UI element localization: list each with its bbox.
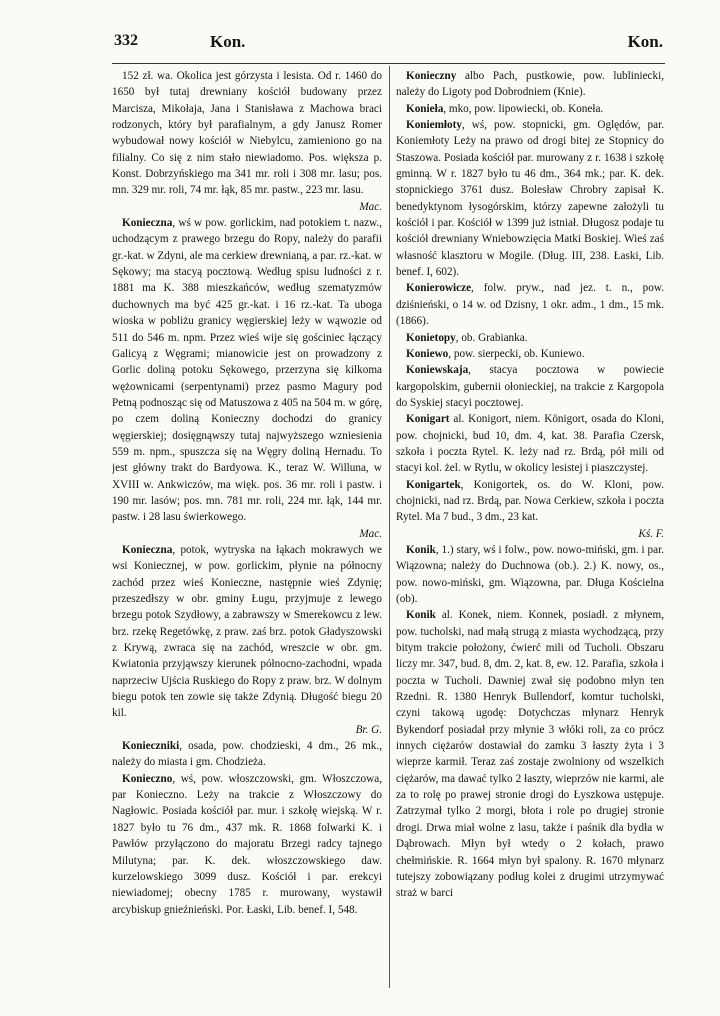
entry-signature: Mac.: [359, 527, 382, 540]
entry-konierowicze: Konierowicze, folw. pryw., nad jez. t. n., pow. dziśnieński, o 14 w. od Dzisny, 1 okr. adm., 1 dm., 15 mk. (1866).: [396, 282, 664, 328]
entry-headword: Koniewskaja: [406, 364, 469, 377]
entry-headword: Konieczno: [122, 772, 173, 785]
entry-headword: Koniemłoty: [406, 119, 462, 132]
running-title-left: Kon.: [210, 32, 246, 51]
entry-headword: Konik: [406, 543, 436, 556]
entry-konigartek: Konigartek, Konigortek, os. do W. Kloni, pow. chojnicki, nad rz. Brdą, par. Nowa Cerkiew, szkoła i poczta Rytel. Ma 7 bud., 3 dm., 23 kat. Kś. F.: [396, 477, 664, 542]
entry-headword: Konietopy: [406, 331, 456, 344]
entry-headword: Konik: [406, 609, 436, 622]
entry-headword: Koniewo: [406, 347, 449, 360]
entry-koniewo: Koniewo, pow. sierpecki, ob. Kuniewo.: [406, 347, 585, 360]
entry-signature: Br. G.: [355, 723, 382, 736]
entry-konik-1: Konik, 1.) stary, wś i folw., pow. nowo-miński, gm. i par. Wiązowna; należy do Duchnowa (ob.). 2.) K. nowy, os., pow. nowo-miński, gm. Wiązowna, par. Długa Kościelna (ob).: [396, 543, 664, 605]
entry-headword: Konieczniki: [122, 740, 180, 753]
entry-continuation: 152 zł. wa. Okolica jest górzysta i lesista. Od r. 1460 do 1650 był tutaj drewniany kościół budowany przez Marcisza, Mikołaja, Jana i Stanisława z Machowa braci rodzonych, który był parafialnym, a gdy Janusz Romer wybudował nowy kościół w Niebylcu, zamieniono go na filialny. Co się z nim stało niewiadomo. Pos. większa p. Konst. Dobrzyńskiego ma 341 mr. roli i 308 mr. lasu; pos. mn. 329 mr. roli, 74 mr. łąk, 85 mr. pastw., 223 mr. lasu. Mac.: [112, 68, 382, 215]
entry-konieczny: Konieczny albo Pach, pustkowie, pow. lubliniecki, należy do Ligoty pod Dobrodniem (Knie).: [396, 70, 664, 99]
entry-headword: Konieczna: [122, 543, 173, 556]
entry-headword: Konigartek: [406, 478, 461, 491]
entry-koniewskaja: Koniewskaja, stacya pocztowa w powiecie kargopolskim, gubernii ołonieckiej, na trakcie z Kargopola do Syskiej stacyi pocztowej.: [396, 364, 664, 409]
entry-konieczna-village: Konieczna, wś w pow. gorlickim, nad potokiem t. nazw., uchodzącym z prawego brzegu do Ropy, należy do parafii gr.-kat. w Zdyni, ale ma cerkiew drewnianą, a par. rz.-kat. w Sękowy; ma stacyą pocztową. Według spisu ludności z r. 1881 ma K. 388 mieszkańców, według szematyzmów duchownych ma być 425 gr.-kat. i 16 rz.-kat. Ta uboga wioska w pobliżu granicy węgierskiej leży w wąwozie od 511 do 546 m. npm. Przez wieś wije się gościniec łączący Galicyą z Węgrami; mianowicie jest on prowadzony z Gorlic doliną potoku Sękowego, przerzyna się kilkoma wężownicami (serpentynami) przez pasmo Magury pod Petną podnosząc się od Matuszowa z 405 na 504 m. w górę, po czem doliną Konieczny dochodzi do granicy węgierskiej; dosięgnąwszy tutaj najwyższego wzniesienia 559 m. npm., spuszcza się na Węgry doliną Hernadu. To jest główny trakt do Bardyowa. K., teraz W. Willuna, w XVIII w. Ankwiczów, ma więk. pos. 36 mr. roli i pastw. i 190 mr. lasów; pos. mn. 781 mr. roli, 224 mr. łąk, 144 mr. pastw. i 28 lasu świerkowego. Mac.: [112, 215, 382, 542]
right-column: [396, 68, 664, 990]
entry-headword: Konieczna: [122, 217, 173, 230]
header-rule: [112, 63, 665, 64]
column-divider: [389, 66, 390, 988]
left-column: [112, 68, 382, 990]
page-number: 332: [114, 32, 138, 49]
entry-headword: Konieczny: [406, 70, 457, 82]
entry-signature: Mac.: [359, 200, 382, 213]
entry-konik-2: Konik al. Konek, niem. Konnek, posiadł. z młynem, pow. tucholski, nad małą strugą z miasta wychodzącą, przy bitym trakcie położony, ćwierć mili od Tucholi. Obszaru liczy mr. 347, bud. 8, dm. 2, kat. 8, ew. 12. Parafia, szkoła i poczta w Tucholi. Dawniej zwał się podobno młyn ten Rzedni. R. 1380 Henryk Bullendorf, komtur tucholski, czyni takową ugodę: Dotychczas młynarz Henryk Bykendorf posiadał przy młynie 3 włóki roli, za co prócz innych ciężarów dostawiał do zamku 3 łaszty żyta i 3 wieprze karmił. Teraz zaś zostaje zwolniony od wszelkich ciężarów, ma dawać tylko 2 łaszty, wieprzów nie karmi, ale za to rolę po prawej stronie drogi do Łyszkowa ustępuje. Zatrzymał tylko 2 morgi, błota i role po drugiej stronie drogi. Drwa miał wolne z lasu, także i paśnik dla bydła w Dąbrowach. Młyn był wtedy o 2 kołach, prawo chełmińskie. R. 1664 młyn był spalony. R. 1670 młynarz tutejszy zobowiązany podług kolei z drugimi utrzymywać straż w barci: [396, 609, 664, 900]
entry-konieczno: Konieczno, wś, pow. włoszczowski, gm. Włoszczowa, par Konieczno. Leży na trakcie z Włoszczowy do Nagłowic. Posiada kościół par. mur. i szkołę wiejską. W r. 1827 było tu 76 dm., 437 mk. R. 1868 folwarki K. i Pawłów przyłączono do majoratu Brzegi radcy tajnego Milutyna; par. K. dek. włoszczowskiego daw. kurzelowskiego 3099 dusz. Kościół i par. erekcyi niewiadomej; obecny 1785 r. murowany, wystawił arcybiskup gnieźnieński. Por. Łaski, Lib. benef. I, 548.: [112, 772, 382, 916]
entry-headword: Konieła: [406, 102, 444, 115]
entry-koniela: Konieła, mko, pow. lipowiecki, ob. Koneła.: [406, 102, 604, 115]
entry-koniemloty: Koniemłoty, wś, pow. stopnicki, gm. Oględów, par. Koniemłoty Leży na prawo od drogi bitej ze Stopnicy do Staszowa. Posiada kościół par. murowany z r. 1638 i szkołę gminną. W r. 1827 było tu 46 dm., 364 mk.; par. K. dek. stopnickiego 3761 dusz. Bolesław Chrobry zapisał K. benedyktynom łysogórskim, którzy zapewne założyli tu kościół i par. Kościół w 1399 już istniał. Długosz podaje tu kościół drewniany Wniebowzięcia Matki Boskiej. Wieś zaś własność klasztoru w Mogile. (Dług. III, 238. Łaski, Lib. benef. I, 602).: [396, 119, 664, 279]
page-header: [112, 32, 665, 56]
entry-konieczna-stream: Konieczna, potok, wytryska na łąkach mokrawych we wsi Koniecznej, w pow. gorlickim, płynie na północny zachód przez wieś Konieczne, następnie wieś Zdynię; przeszedłszy w obr. gminy Ługu, przyjmuje z lewego brzegu potok Szydłowy, a zabrawszy w Smerekowcu z lew. brz. rzekę Regetówkę, z praw. zaś brz. potok Gładyszowski z Krywą, zwraca się na zachód, wreszcie w obr. gm. Kwiatonia przyjąwszy kierunek północno-zachodni, wpada naprzeciw Ujścia Ruskiego do Ropy z praw. brz. W dolnym biegu potok ten zowie się także Zdynią. Długość biegu 20 kil. Br. G.: [112, 542, 382, 738]
entry-headword: Konigart: [406, 413, 450, 426]
running-title-right: Kon.: [627, 32, 663, 51]
entry-konigart: Konigart al. Konigort, niem. Königort, osada do Kloni, pow. chojnicki, bud 10, dm. 4, kat. 38. Parafia Czersk, szkoła i poczta Rytel. K. leży nad rz. Brdą, pół mili od stacyi kol. żel. w Rytlu, w okolicy lesistej i piaszczystej.: [396, 413, 664, 475]
entry-headword: Konierowicze: [406, 282, 472, 295]
entry-signature: Kś. F.: [638, 527, 664, 540]
entry-konieczniki: Konieczniki, osada, pow. chodzieski, 4 dm., 26 mk., należy do miasta i gm. Chodzieża.: [112, 740, 382, 769]
entry-konietopy: Konietopy, ob. Grabianka.: [406, 331, 528, 344]
